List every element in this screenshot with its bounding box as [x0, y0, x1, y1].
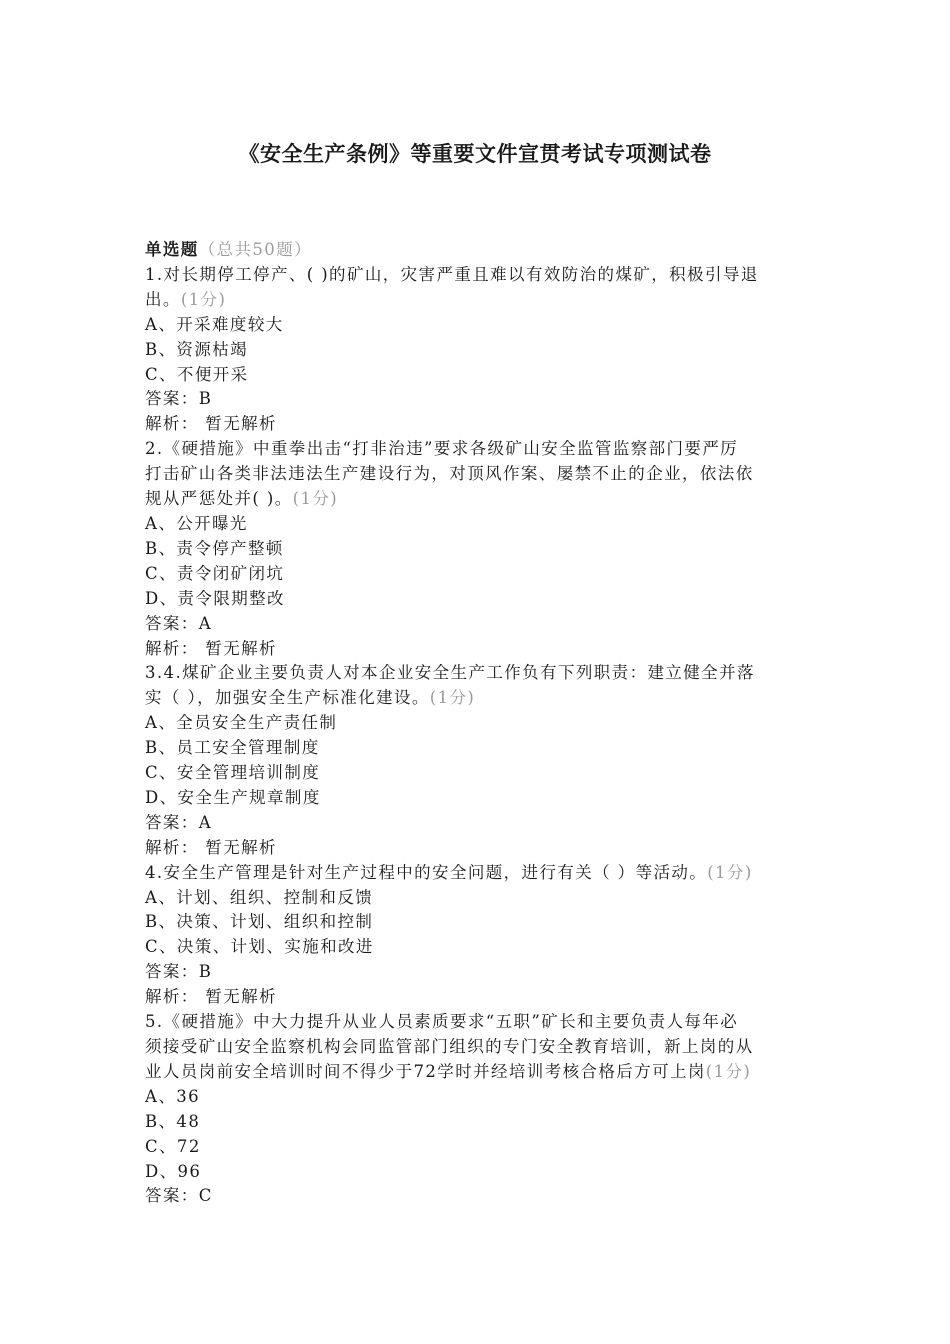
- score-badge: (1分): [429, 688, 476, 708]
- score-badge: (1分): [707, 862, 753, 882]
- analysis: 解析： 暂无解析: [145, 837, 277, 857]
- section-heading: [145, 238, 810, 263]
- section-count: （总共50题）: [198, 240, 312, 259]
- question-text: [145, 1060, 810, 1085]
- option-a: A、公开曝光: [145, 513, 248, 533]
- option-a: A、开采难度较大: [145, 314, 284, 334]
- analysis: 解析： 暂无解析: [145, 414, 277, 434]
- option-c: C、安全管理培训制度: [145, 763, 321, 783]
- question-text: [145, 288, 810, 313]
- question-list: [145, 238, 810, 1209]
- option-b: B、48: [145, 1111, 201, 1131]
- option-b: B、责令停产整顿: [145, 538, 284, 558]
- question-text-tail: 出。: [145, 289, 181, 309]
- score-badge: (1分): [705, 1061, 752, 1081]
- question-1: [145, 263, 810, 437]
- question-text: 2.《硬措施》中重拳出击“打非治违”要求各级矿山安全监管监察部门要严厉: [145, 439, 739, 459]
- answer: 答案：B: [145, 962, 213, 982]
- analysis: 解析： 暂无解析: [145, 638, 277, 658]
- option-b: B、资源枯竭: [145, 339, 249, 359]
- option-d: D、责令限期整改: [145, 588, 285, 608]
- question-2: [145, 437, 810, 661]
- question-text: 须接受矿山安全监察机构会同监管部门组织的专门安全教育培训，新上岗的从: [145, 1037, 754, 1056]
- question-text: 打击矿山各类非法违法生产建设行为，对顶风作案、屡禁不止的企业，依法依: [145, 464, 754, 484]
- option-d: D、96: [145, 1161, 202, 1181]
- option-a: A、36: [145, 1086, 201, 1106]
- option-b: B、决策、计划、组织和控制: [145, 912, 374, 932]
- option-c: C、决策、计划、实施和改进: [145, 937, 374, 957]
- option-a: A、全员安全生产责任制: [145, 713, 338, 733]
- section-label: 单选题: [145, 240, 199, 259]
- answer: 答案：A: [145, 812, 213, 832]
- question-3: [145, 661, 810, 860]
- question-text: [145, 686, 810, 711]
- question-text: 3.4.煤矿企业主要负责人对本企业安全生产工作负有下列职责：建立健全并落: [145, 663, 755, 683]
- option-b: B、员工安全管理制度: [145, 738, 320, 758]
- option-d: D、安全生产规章制度: [145, 787, 321, 807]
- question-text: [145, 487, 810, 512]
- question-text-tail: 实（ ），加强安全生产标准化建设。: [145, 688, 430, 708]
- analysis: 解析： 暂无解析: [145, 987, 277, 1007]
- question-text-tail: 4.安全生产管理是针对生产过程中的安全问题，进行有关（ ）等活动。: [145, 862, 708, 882]
- score-badge: (1分): [180, 289, 227, 309]
- answer: 答案：B: [145, 389, 213, 409]
- score-badge: (1分): [292, 489, 339, 509]
- question-4: [145, 861, 810, 1010]
- option-c: C、责令闭矿闭坑: [145, 563, 285, 583]
- question-text-tail: 业人员岗前安全培训时间不得少于72学时并经培训考核合格后方可上岗: [145, 1061, 706, 1081]
- question-text: 1.对长期停工停产、( )的矿山，灾害严重且难以有效防治的煤矿，积极引导退: [145, 264, 759, 284]
- question-text-tail: 规从严惩处并( )。: [145, 489, 293, 509]
- answer: 答案：C: [145, 1186, 213, 1206]
- page-title: 《安全生产条例》等重要文件宣贯考试专项测试卷: [238, 141, 712, 166]
- question-text: 5.《硬措施》中大力提升从业人员素质要求“五职”矿长和主要负责人每年必: [145, 1012, 739, 1032]
- option-a: A、计划、组织、控制和反馈: [145, 887, 374, 907]
- option-c: C、72: [145, 1136, 201, 1156]
- answer: 答案：A: [145, 613, 213, 633]
- question-5: [145, 1010, 810, 1209]
- question-text: [145, 861, 810, 886]
- option-c: C、不便开采: [145, 364, 249, 384]
